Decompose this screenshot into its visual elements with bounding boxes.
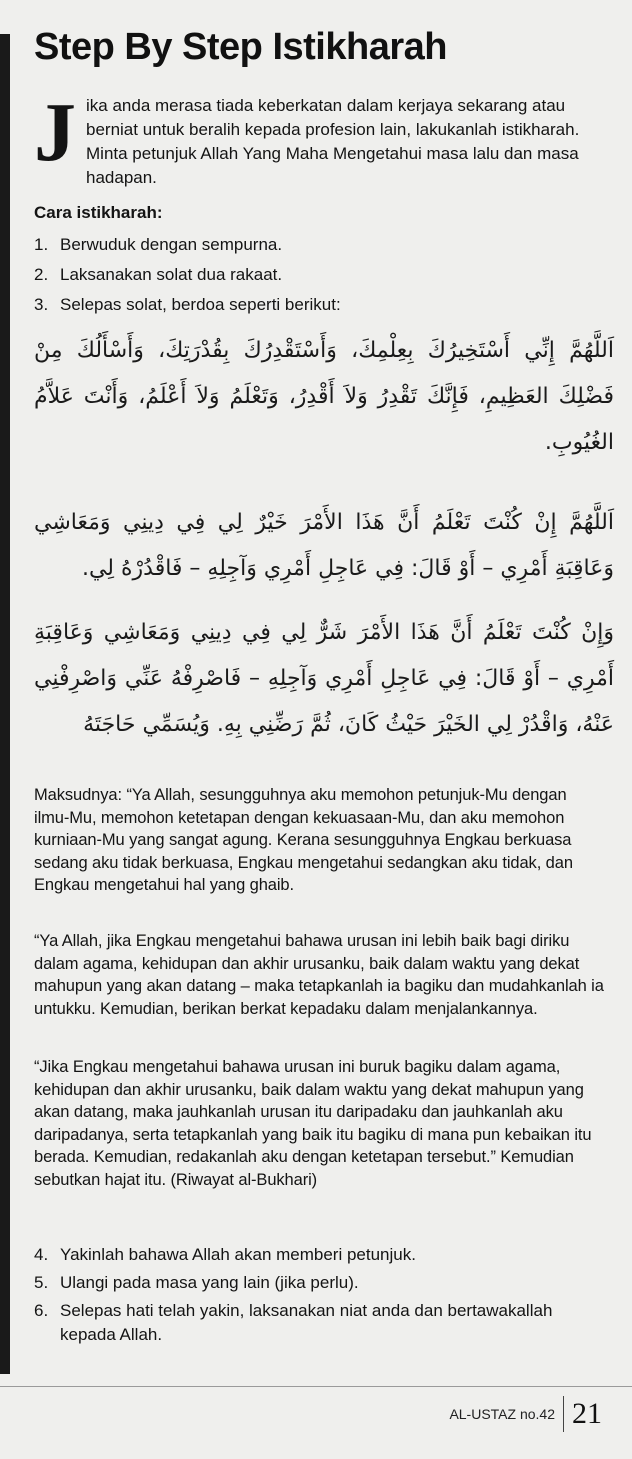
- footer-divider: [0, 1386, 632, 1387]
- step-number: 2.: [34, 265, 49, 284]
- step-number: 3.: [34, 295, 49, 314]
- magazine-issue: AL-USTAZ no.42: [449, 1406, 555, 1422]
- step-text: Ulangi pada masa yang lain (jika perlu).: [60, 1273, 359, 1292]
- arabic-prayer-part-3: وَإِنْ كُنْتَ تَعْلَمُ أَنَّ هَذَا الأَمْرَ شَرٌّ لِي فِي دِينِي وَمَعَاشِي وَعَاقِبَةِ أَمْرِي – أَوْ قَالَ: فِي عَاجِلِ أَمْرِي وَآجِلِهِ – فَاصْرِفْهُ عَنِّي وَاصْرِفْنِي عَنْهُ، وَاقْدُرْ لِي الخَيْرَ حَيْثُ كَانَ، ثُمَّ رَضِّنِي بِهِ. وَيُسَمِّي حَاجَتَهُ: [34, 620, 614, 737]
- list-item: [34, 233, 594, 257]
- translation-paragraph-3: “Jika Engkau mengetahui bahawa urusan ini buruk bagiku dalam agama, kehidupan dan akhir urusanku, baik dalam waktu yang dekat mahupun yang akan datang, maka jauhkanlah urusan itu daripadaku dan jauhkanlah aku daripadanya, serta tetapkanlah yang baik itu bagiku di mana pun kebaikan itu berada. Kemudian, redakanlah aku dengan ketetapan tersebut.” Kemudian sebutkan hajat itu. (Riwayat al-Bukhari): [34, 1058, 592, 1189]
- page-number: 21: [572, 1397, 602, 1430]
- drop-cap: J: [34, 86, 76, 179]
- step-text: Berwuduk dengan sempurna.: [60, 235, 283, 254]
- steps-list-first: [34, 233, 594, 323]
- list-item: [34, 1299, 594, 1347]
- list-item: [34, 1243, 594, 1267]
- step-number: 4.: [34, 1245, 49, 1264]
- list-item: [34, 263, 594, 287]
- list-item: [34, 293, 594, 317]
- intro-paragraph: [34, 86, 594, 190]
- page-footer: [449, 1396, 602, 1432]
- article-title: Step By Step Istikharah: [34, 26, 447, 68]
- translation-paragraph-1: Maksudnya: “Ya Allah, sesungguhnya aku memohon petunjuk-Mu dengan ilmu-Mu, memohon ketetapan dengan kekuasaan-Mu, dan aku memohon kurniaan-Mu yang sangat agung. Kerana sesungguhnya Engkau berkuasa sedang aku tidak berkuasa, Engkau mengetahui sedangkan aku tidak, dan Engkau mengetahui hal yang ghaib.: [34, 786, 573, 894]
- left-edge-bar: [0, 34, 10, 1374]
- arabic-prayer-part-1: اَللَّهُمَّ إِنِّي أَسْتَخِيرُكَ بِعِلْمِكَ، وَأَسْتَقْدِرُكَ بِقُدْرَتِكَ، وَأَسْأَلُكَ مِنْ فَضْلِكَ العَظِيمِ، فَإِنَّكَ تَقْدِرُ وَلاَ أَقْدِرُ، وَتَعْلَمُ وَلاَ أَعْلَمُ، وَأَنْتَ عَلاَّمُ الغُيُوبِ.: [34, 338, 614, 455]
- step-number: 5.: [34, 1273, 49, 1292]
- method-subheading: Cara istikharah:: [34, 203, 163, 222]
- list-item: [34, 1271, 594, 1295]
- steps-list-second: [34, 1243, 594, 1351]
- arabic-prayer-part-2: اَللَّهُمَّ إِنْ كُنْتَ تَعْلَمُ أَنَّ هَذَا الأَمْرَ خَيْرٌ لِي فِي دِينِي وَمَعَاشِي وَعَاقِبَةِ أَمْرِي – أَوْ قَالَ: فِي عَاجِلِ أَمْرِي وَآجِلِهِ – فَاقْدُرْهُ لِي.: [34, 510, 614, 581]
- step-number: 1.: [34, 235, 49, 254]
- step-text: Selepas hati telah yakin, laksanakan niat anda dan bertawakallah kepada Allah.: [60, 1301, 553, 1344]
- step-text: Selepas solat, berdoa seperti berikut:: [60, 295, 341, 314]
- translation-paragraph-2: “Ya Allah, jika Engkau mengetahui bahawa urusan ini lebih baik bagi diriku dalam agama, kehidupan dan akhir urusanku, baik dalam waktu yang dekat mahupun yang akan datang – maka tetapkanlah ia bagiku dan mudahkanlah ia untukku. Kemudian, berikan berkat kepadaku dalam menjalankannya.: [34, 932, 604, 1018]
- step-text: Laksanakan solat dua rakaat.: [60, 265, 283, 284]
- step-number: 6.: [34, 1301, 49, 1320]
- intro-text: ika anda merasa tiada keberkatan dalam kerjaya sekarang atau berniat untuk beralih kepada profesion lain, lakukanlah istikharah. Minta petunjuk Allah Yang Maha Mengetahui masa lalu dan masa hadapan.: [86, 96, 580, 187]
- footer-separator: [563, 1396, 564, 1432]
- step-text: Yakinlah bahawa Allah akan memberi petunjuk.: [60, 1245, 416, 1264]
